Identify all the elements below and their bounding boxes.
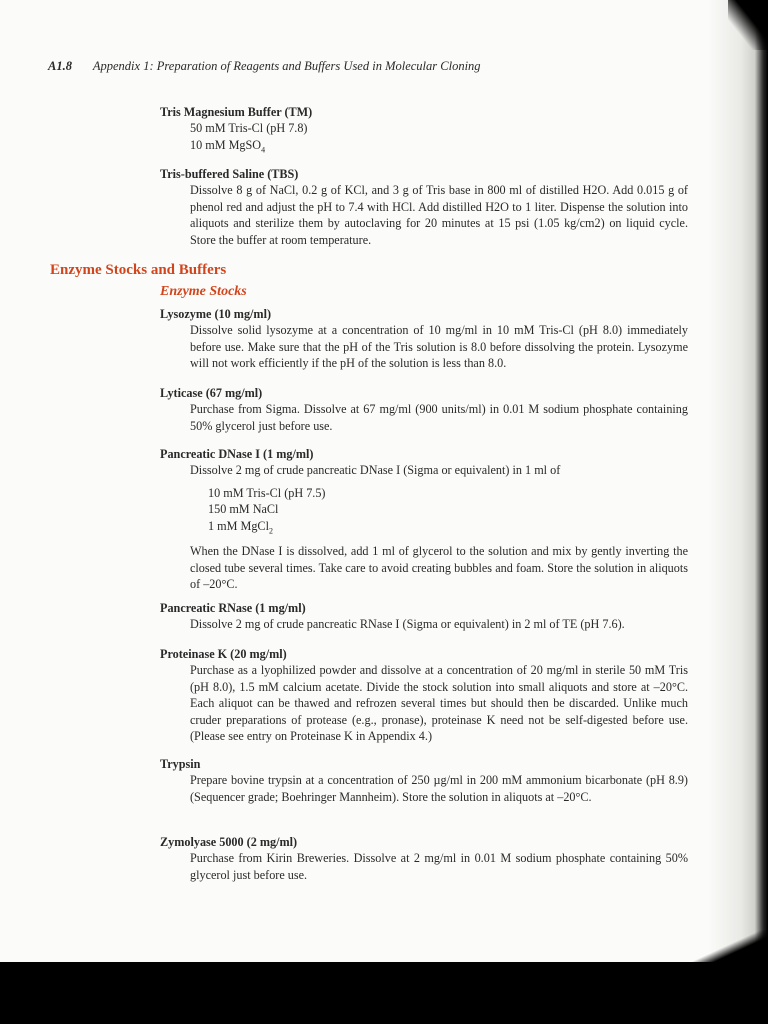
- entry-body: Dissolve 2 mg of crude pancreatic RNase I (Sigma or equivalent) in 2 ml of TE (pH 7.6).: [190, 617, 625, 631]
- recipe-line: 1 mM MgCl$_2$: [208, 518, 273, 535]
- entry-title: Lysozyme (10 mg/ml): [160, 307, 272, 321]
- recipe-line: 150 mM NaCl: [208, 502, 279, 516]
- entry-title: Pancreatic DNase I (1 mg/ml): [160, 447, 314, 461]
- entry-body: Purchase from Kirin Breweries. Dissolve at 2 mg/ml in 0.01 M sodium phosphate containing 50% glycerol just before use.: [190, 851, 688, 882]
- entry-body: When the DNase I is dissolved, add 1 ml of glycerol to the solution and mix by gently inverting the closed tube several times. Take care to avoid creating bubbles and foam. Store the solution in aliquots of –20°C.: [190, 544, 688, 592]
- entry-title: Trypsin: [160, 757, 201, 771]
- recipe-line: 10 mM Tris-Cl (pH 7.5): [208, 485, 326, 500]
- page-corner-shadow: [728, 0, 768, 50]
- entry-proteinase-k: [160, 646, 688, 745]
- entry-body: Dissolve 2 mg of crude pancreatic DNase I (Sigma or equivalent) in 1 ml of: [190, 463, 561, 477]
- entry-lyticase: [160, 385, 688, 434]
- entry-rnase: [160, 600, 688, 633]
- entry-lysozyme: [160, 306, 688, 372]
- entry-dnase: [160, 446, 688, 593]
- entry-body: Purchase as a lyophilized powder and dissolve at a concentration of 20 mg/ml in sterile 50 mM Tris (pH 8.0), 1.5 mM calcium acetate. Divide the stock solution into small aliquots and store at –20°C. Each aliquot can be thawed and refrozen several times but should then be discarded. Unlike much cruder preparations of protease (e.g., pronase), proteinase K need not be self-digested before use. (Please see entry on Proteinase K in Appendix 4.): [190, 663, 688, 743]
- entry-trypsin: [160, 756, 688, 805]
- entry-title: Tris Magnesium Buffer (TM): [160, 105, 313, 119]
- running-head-title: Appendix 1: Preparation of Reagents and Buffers Used in Molecular Cloning: [92, 59, 481, 73]
- section-heading: Enzyme Stocks and Buffers: [50, 262, 227, 278]
- entry-tm: [160, 104, 688, 158]
- page-curl: [690, 930, 768, 966]
- entry-title: Lyticase (67 mg/ml): [160, 386, 263, 400]
- entry-tbs: [160, 166, 688, 248]
- page-gutter-shadow: [708, 0, 768, 960]
- entry-body: Purchase from Sigma. Dissolve at 67 mg/ml (900 units/ml) in 0.01 M sodium phosphate containing 50% glycerol just before use.: [190, 402, 688, 433]
- entry-body: Prepare bovine trypsin at a concentration of 250 µg/ml in 200 mM ammonium bicarbonate (pH 8.9) (Sequencer grade; Boehringer Mannheim). Store the solution in aliquots at –20°C.: [190, 773, 688, 804]
- entry-body: Dissolve 8 g of NaCl, 0.2 g of KCl, and 3 g of Tris base in 800 ml of distilled H2O. Add 0.015 g of phenol red and adjust the pH to 7.4 with HCl. Add distilled H2O to 1 liter. Dispense the solution into aliquots and sterilize them by autoclaving for 20 minutes at 15 psi (1.05 kg/cm2) on liquid cycle. Store the buffer at room temperature.: [190, 183, 688, 247]
- scan-border-bottom: [0, 962, 768, 1024]
- entry-title: Tris-buffered Saline (TBS): [160, 167, 299, 181]
- entry-body: Dissolve solid lysozyme at a concentration of 10 mg/ml in 10 mM Tris-Cl (pH 8.0) immediately before use. Make sure that the pH of the Tris solution is 8.0 before dissolving the protein. Lysozyme will not work efficiently if the pH of the solution is less than 8.0.: [190, 323, 688, 370]
- entry-zymolyase: [160, 834, 688, 883]
- page-number: A1.8: [48, 59, 72, 73]
- running-head: [48, 59, 481, 74]
- entry-title: Zymolyase 5000 (2 mg/ml): [160, 835, 298, 849]
- entry-title: Proteinase K (20 mg/ml): [160, 647, 287, 661]
- entry-title: Pancreatic RNase (1 mg/ml): [160, 601, 306, 615]
- subsection-heading: Enzyme Stocks: [160, 284, 247, 299]
- recipe-line: 10 mM MgSO$_4$: [190, 137, 266, 154]
- recipe-line: 50 mM Tris-Cl (pH 7.8): [190, 121, 308, 135]
